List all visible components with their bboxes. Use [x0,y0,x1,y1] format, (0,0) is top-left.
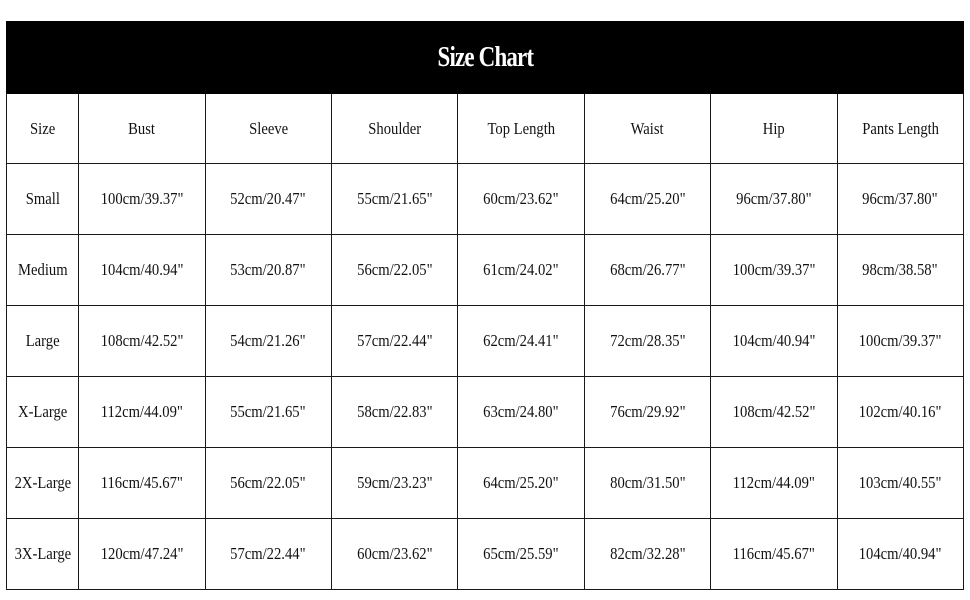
measurement-value: 76cm/29.92" [609,402,686,421]
size-label: 2X-Large [14,473,71,492]
measurement-cell [584,235,710,306]
measurement-cell [837,377,963,448]
column-header-label: Shoulder [368,118,422,138]
measurement-value: 56cm/22.05" [230,473,307,492]
measurement-value: 120cm/47.24" [100,544,184,563]
size-label-cell [7,448,79,519]
measurement-cell [458,448,584,519]
measurement-value: 54cm/21.26" [230,331,307,350]
measurement-value: 80cm/31.50" [609,473,686,492]
measurement-value: 116cm/45.67" [732,544,815,563]
column-header-label: Bust [128,118,156,138]
measurement-value: 98cm/38.58" [862,260,938,279]
measurement-cell [205,235,331,306]
measurement-value: 55cm/21.65" [356,189,433,208]
size-label-cell [7,519,79,590]
measurement-value: 53cm/20.87" [230,260,307,279]
measurement-cell [332,164,458,235]
table-body [7,164,964,590]
chart-title: Size Chart [7,22,964,94]
column-header [205,94,331,164]
measurement-value: 100cm/39.37" [732,260,816,279]
measurement-value: 104cm/40.94" [732,331,816,350]
measurement-cell [837,519,963,590]
header-row [7,94,964,164]
measurement-value: 72cm/28.35" [609,331,686,350]
measurement-cell [458,306,584,377]
measurement-cell [584,519,710,590]
column-header-label: Sleeve [248,118,288,138]
column-header-label: Waist [631,118,664,138]
size-label: Small [25,189,60,208]
measurement-value: 108cm/42.52" [732,402,816,421]
column-header [79,94,205,164]
measurement-cell [332,306,458,377]
measurement-value: 57cm/22.44" [356,331,433,350]
measurement-cell [584,164,710,235]
column-header-label: Top Length [487,118,555,138]
measurement-cell [332,448,458,519]
measurement-cell [711,235,837,306]
table-row [7,377,964,448]
measurement-value: 100cm/39.37" [100,189,184,208]
measurement-value: 96cm/37.80" [862,189,938,208]
measurement-value: 104cm/40.94" [100,260,184,279]
size-chart-table [6,21,964,590]
measurement-cell [332,235,458,306]
measurement-value: 65cm/25.59" [483,544,559,563]
measurement-cell [79,377,205,448]
measurement-value: 58cm/22.83" [356,402,433,421]
measurement-cell [79,448,205,519]
measurement-cell [837,164,963,235]
size-label: Large [25,331,60,350]
measurement-cell [79,164,205,235]
measurement-cell [458,235,584,306]
column-header-label: Hip [762,118,785,138]
measurement-cell [711,519,837,590]
measurement-value: 62cm/24.41" [483,331,559,350]
measurement-cell [205,377,331,448]
measurement-cell [79,306,205,377]
measurement-value: 60cm/23.62" [356,544,433,563]
size-label-cell [7,164,79,235]
column-header [332,94,458,164]
column-header [584,94,710,164]
measurement-value: 102cm/40.16" [858,402,942,421]
measurement-value: 68cm/26.77" [609,260,686,279]
measurement-value: 63cm/24.80" [483,402,559,421]
measurement-value: 64cm/25.20" [609,189,686,208]
table-row [7,164,964,235]
column-header [711,94,837,164]
size-label-cell [7,377,79,448]
size-label: Medium [17,260,68,279]
measurement-value: 61cm/24.02" [483,260,559,279]
measurement-cell [711,377,837,448]
measurement-cell [458,164,584,235]
measurement-value: 60cm/23.62" [483,189,559,208]
measurement-value: 96cm/37.80" [736,189,812,208]
column-header-label: Size [30,118,56,138]
measurement-cell [205,448,331,519]
measurement-cell [79,519,205,590]
measurement-cell [332,377,458,448]
measurement-value: 103cm/40.55" [858,473,942,492]
measurement-cell [332,519,458,590]
table-row [7,448,964,519]
measurement-value: 112cm/44.09" [732,473,815,492]
measurement-value: 57cm/22.44" [230,544,307,563]
measurement-cell [837,306,963,377]
measurement-value: 59cm/23.23" [356,473,433,492]
measurement-value: 55cm/21.65" [230,402,307,421]
measurement-cell [837,235,963,306]
measurement-value: 82cm/32.28" [609,544,686,563]
measurement-value: 112cm/44.09" [100,402,183,421]
measurement-value: 104cm/40.94" [858,544,942,563]
measurement-cell [584,377,710,448]
measurement-value: 52cm/20.47" [230,189,307,208]
size-label-cell [7,235,79,306]
table-row [7,235,964,306]
column-header [458,94,584,164]
measurement-value: 116cm/45.67" [100,473,183,492]
title-row [7,22,964,94]
size-label-cell [7,306,79,377]
column-header-label: Pants Length [861,118,939,138]
measurement-cell [458,519,584,590]
measurement-value: 56cm/22.05" [356,260,433,279]
measurement-cell [205,164,331,235]
table-row [7,519,964,590]
measurement-cell [205,519,331,590]
measurement-cell [711,306,837,377]
measurement-value: 100cm/39.37" [858,331,942,350]
size-label: 3X-Large [14,544,71,563]
column-header [837,94,963,164]
measurement-cell [711,164,837,235]
table-row [7,306,964,377]
measurement-cell [584,448,710,519]
column-header [7,94,79,164]
size-label: X-Large [17,402,68,421]
measurement-cell [711,448,837,519]
measurement-cell [79,235,205,306]
measurement-cell [458,377,584,448]
measurement-cell [584,306,710,377]
measurement-value: 64cm/25.20" [483,473,559,492]
measurement-value: 108cm/42.52" [100,331,184,350]
measurement-cell [205,306,331,377]
measurement-cell [837,448,963,519]
